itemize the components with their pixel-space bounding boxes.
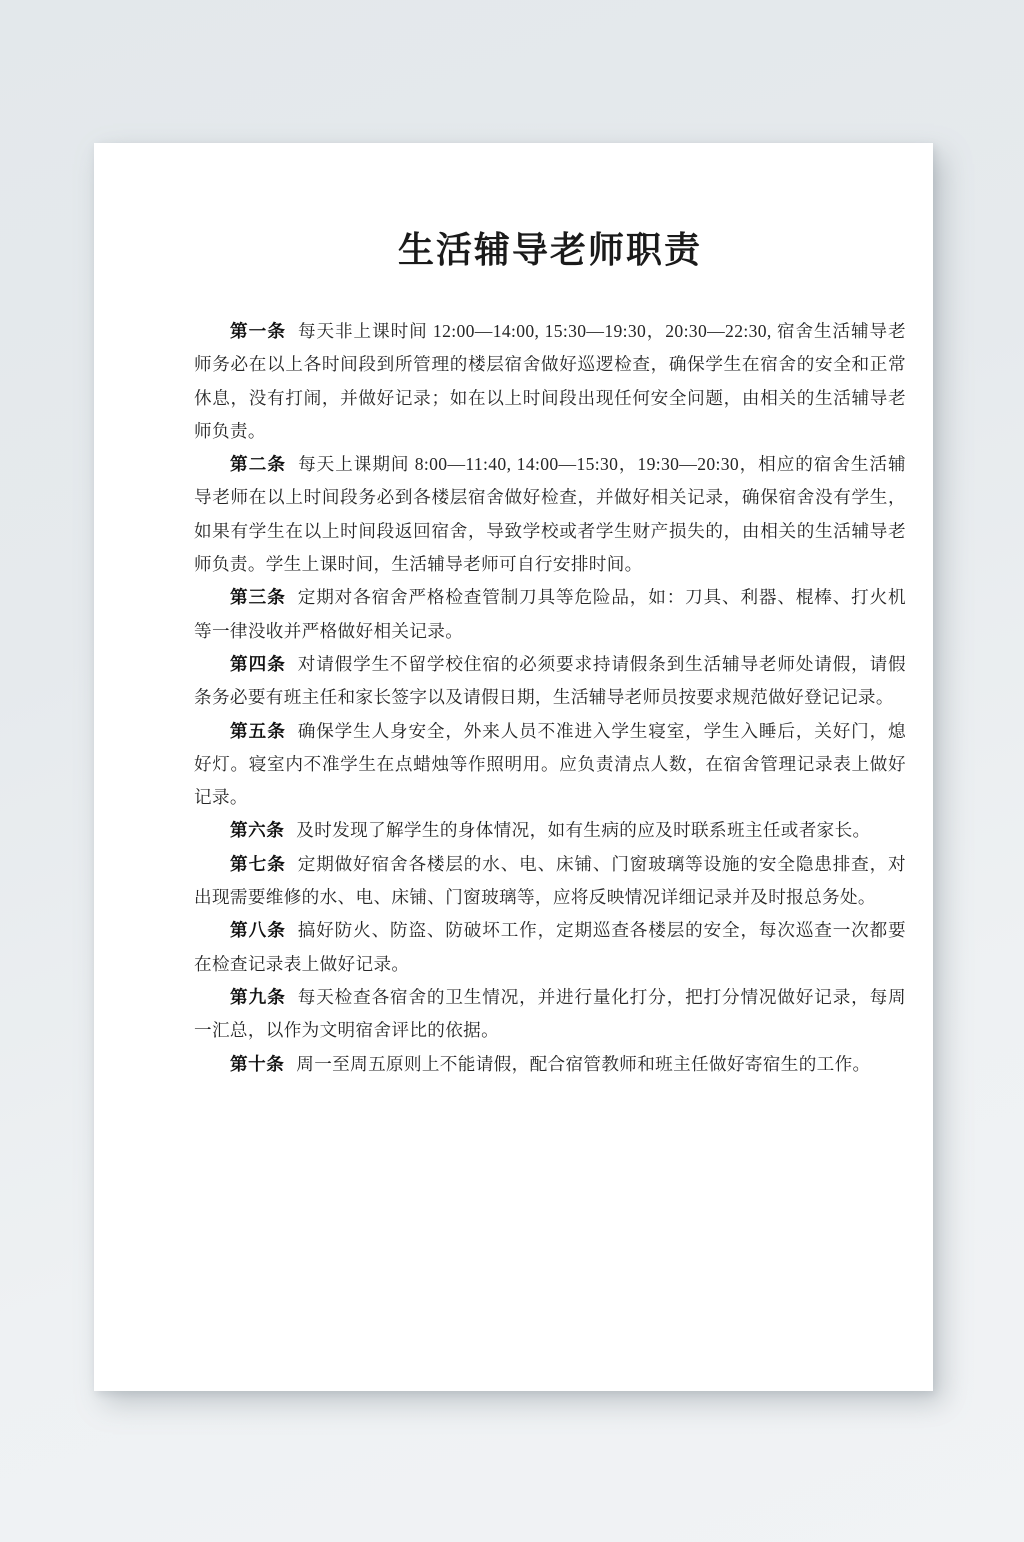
article-item [194, 981, 906, 1048]
article-item [194, 848, 906, 915]
article-marker: 第八条 [230, 920, 286, 941]
article-marker: 第九条 [230, 986, 286, 1007]
article-content: 每天上课期间 8:00—11:40, 14:00—15:30，19:30—20:30，相应的宿舍生活辅导老师在以上时间段务必到各楼层宿舍做好检查，并做好相关记录，确保宿舍没有学生，如果有学生在以上时间段返回宿舍，导致学校或者学生财产损失的，由相关的生活辅导老师负责。学生上课时间，生活辅导老师可自行安排时间。 [194, 454, 906, 575]
article-content: 对请假学生不留学校住宿的必须要求持请假条到生活辅导老师处请假，请假条务必要有班主任和家长签字以及请假日期，生活辅导老师员按要求规范做好登记记录。 [194, 653, 906, 708]
article-content: 确保学生人身安全，外来人员不准进入学生寝室，学生入睡后，关好门，熄好灯。寝室内不准学生在点蜡烛等作照明用。应负责清点人数，在宿舍管理记录表上做好记录。 [194, 720, 906, 808]
document-body [194, 228, 906, 1081]
article-marker: 第四条 [230, 653, 286, 674]
article-item [194, 715, 906, 815]
article-content: 搞好防火、防盗、防破坏工作，定期巡查各楼层的安全，每次巡查一次都要在检查记录表上做好记录。 [194, 920, 906, 974]
article-item [194, 648, 906, 715]
article-content: 周一至周五原则上不能请假，配合宿管教师和班主任做好寄宿生的工作。 [296, 1053, 871, 1074]
article-content: 定期对各宿舍严格检查管制刀具等危险品，如：刀具、利器、棍棒、打火机等一律没收并严格做好相关记录。 [194, 587, 906, 641]
article-content: 每天非上课时间 12:00—14:00, 15:30—19:30，20:30—22:30, 宿舍生活辅导老师务必在以上各时间段到所管理的楼层宿舍做好巡逻检查，确保学生在宿舍的安全和正常休息，没有打闹，并做好记录；如在以上时间段出现任何安全问题，由相关的生活辅导老师负责。 [194, 321, 906, 441]
article-marker: 第二条 [230, 454, 287, 475]
article-content: 及时发现了解学生的身体情况，如有生病的应及时联系班主任或者家长。 [296, 820, 871, 841]
article-item [194, 814, 906, 847]
page-title: 生活辅导老师职责 [397, 230, 702, 270]
article-content: 每天检查各宿舍的卫生情况，并进行量化打分，把打分情况做好记录，每周一汇总，以作为文明宿舍评比的依据。 [194, 986, 906, 1041]
article-item [194, 914, 906, 981]
article-item [194, 448, 906, 581]
article-marker: 第六条 [230, 820, 285, 841]
article-marker: 第十条 [230, 1053, 285, 1074]
article-marker: 第五条 [230, 720, 286, 741]
article-item [194, 1048, 906, 1081]
article-item [194, 315, 906, 448]
article-marker: 第一条 [230, 321, 286, 341]
article-content: 定期做好宿舍各楼层的水、电、床铺、门窗玻璃等设施的安全隐患排查，对出现需要维修的水、电、床铺、门窗玻璃等，应将反映情况详细记录并及时报总务处。 [194, 853, 906, 908]
article-marker: 第三条 [230, 587, 286, 608]
article-marker: 第七条 [230, 853, 286, 874]
article-item [194, 581, 906, 648]
document-page [94, 143, 933, 1391]
